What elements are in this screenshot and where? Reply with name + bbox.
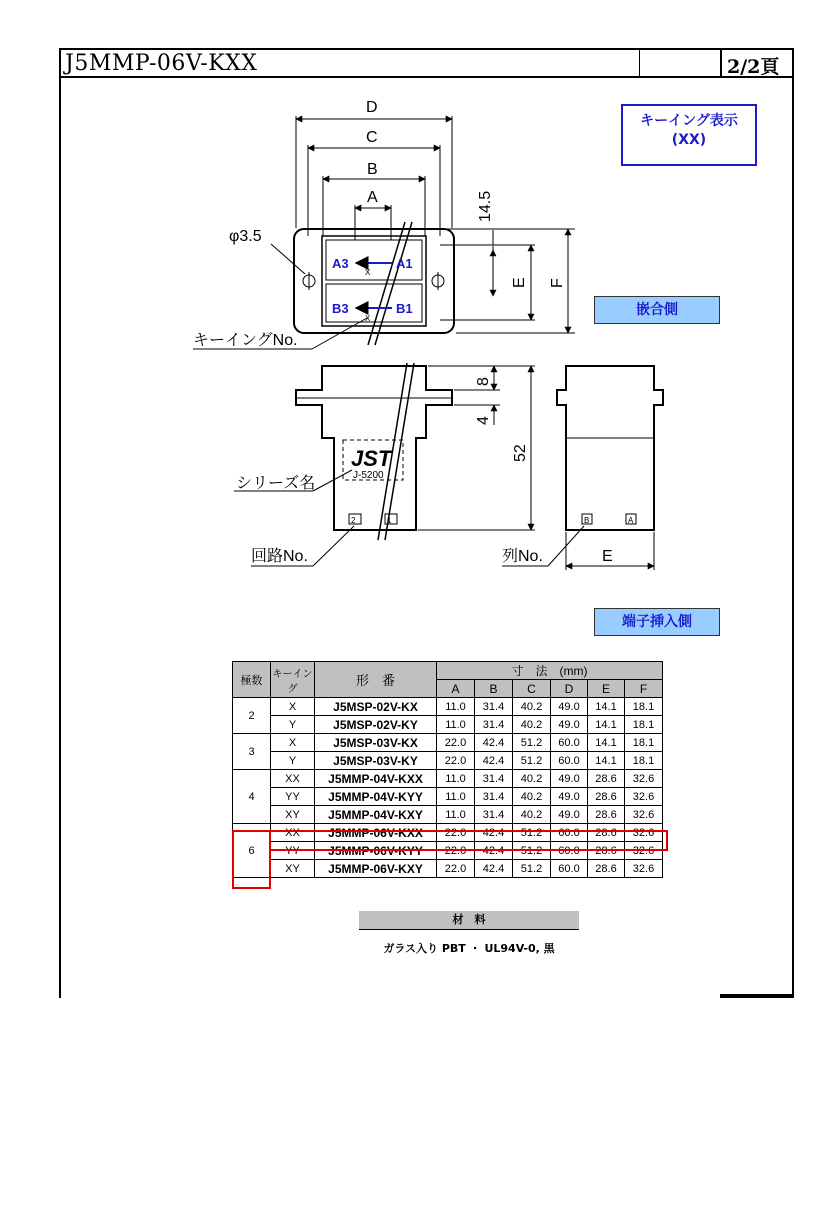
dim-e: E — [511, 277, 528, 288]
keying-cell: X — [271, 698, 315, 716]
dim-cell-e: 28.6 — [588, 860, 625, 878]
dim-cell-e: 14.1 — [588, 698, 625, 716]
dim-cell-d: 60.0 — [551, 734, 588, 752]
model-cell: J5MSP-02V-KY — [315, 716, 437, 734]
dim-cell-a: 11.0 — [437, 698, 475, 716]
table-row — [233, 860, 663, 878]
keying-display-title: キーイング表示 — [640, 113, 738, 129]
pin-a3: A3 — [332, 256, 349, 271]
header-col-c: C — [513, 680, 551, 698]
keying-cell: Y — [271, 752, 315, 770]
circuit-2: 2 — [351, 516, 356, 525]
keying-cell: XY — [271, 806, 315, 824]
table-row — [233, 770, 663, 788]
pin-b1: B1 — [396, 301, 413, 316]
dim-cell-a: 11.0 — [437, 788, 475, 806]
dim-cell-d: 60.0 — [551, 752, 588, 770]
dim-8: 8 — [475, 377, 492, 386]
hole-diameter-label: φ3.5 — [229, 228, 262, 245]
key-mark-a: X — [365, 268, 371, 277]
page-number: 2/2頁 — [727, 56, 780, 78]
dim-cell-a: 11.0 — [437, 806, 475, 824]
poles-cell: 3 — [233, 734, 271, 770]
dim-cell-c: 40.2 — [513, 788, 551, 806]
header-col-f: F — [625, 680, 663, 698]
dim-cell-e: 28.6 — [588, 806, 625, 824]
series-name-label: シリーズ名 — [236, 475, 316, 492]
header-col-d: D — [551, 680, 588, 698]
dim-cell-f: 18.1 — [625, 752, 663, 770]
dim-cell-a: 22.0 — [437, 842, 475, 860]
table-row — [233, 806, 663, 824]
dim-d: D — [366, 99, 378, 116]
row-b: B — [584, 516, 590, 525]
dim-cell-e: 28.6 — [588, 824, 625, 842]
dim-cell-f: 32.6 — [625, 806, 663, 824]
dim-cell-b: 31.4 — [475, 716, 513, 734]
dim-a: A — [367, 189, 378, 206]
header-dims: 寸 法 (mm) — [437, 662, 663, 680]
dim-cell-f: 32.6 — [625, 770, 663, 788]
dim-cell-e: 28.6 — [588, 770, 625, 788]
dim-cell-e: 28.6 — [588, 842, 625, 860]
model-cell: J5MMP-04V-KYY — [315, 788, 437, 806]
keying-cell: YY — [271, 788, 315, 806]
dim-cell-c: 40.2 — [513, 770, 551, 788]
dim-4: 4 — [475, 416, 492, 425]
dim-cell-a: 22.0 — [437, 860, 475, 878]
model-cell: J5MMP-06V-KYY — [315, 842, 437, 860]
dim-cell-c: 51.2 — [513, 842, 551, 860]
dim-cell-a: 11.0 — [437, 770, 475, 788]
table-row — [233, 698, 663, 716]
dim-cell-b: 42.4 — [475, 752, 513, 770]
dim-cell-d: 49.0 — [551, 788, 588, 806]
model-cell: J5MMP-06V-KXX — [315, 824, 437, 842]
dim-cell-c: 51.2 — [513, 752, 551, 770]
pin-b3: B3 — [332, 301, 349, 316]
dim-cell-f: 32.6 — [625, 788, 663, 806]
header-col-a: A — [437, 680, 475, 698]
dim-cell-b: 31.4 — [475, 698, 513, 716]
poles-cell: 4 — [233, 770, 271, 824]
dim-cell-d: 60.0 — [551, 860, 588, 878]
dim-cell-b: 42.4 — [475, 734, 513, 752]
model-cell: J5MMP-04V-KXX — [315, 770, 437, 788]
header-poles: 極数 — [233, 662, 271, 698]
dim-cell-e: 28.6 — [588, 788, 625, 806]
row-no-label: 列No. — [502, 548, 543, 565]
dim-cell-b: 42.4 — [475, 860, 513, 878]
keying-cell: X — [271, 734, 315, 752]
dim-cell-e: 14.1 — [588, 716, 625, 734]
dim-cell-b: 31.4 — [475, 770, 513, 788]
header-keying: キーイング — [271, 662, 315, 698]
dim-cell-b: 42.4 — [475, 842, 513, 860]
poles-cell: 6 — [233, 824, 271, 878]
dim-cell-a: 22.0 — [437, 752, 475, 770]
dim-cell-d: 49.0 — [551, 806, 588, 824]
selected-poles-highlight — [232, 830, 271, 889]
dim-cell-f: 18.1 — [625, 734, 663, 752]
material-text: ガラス入り PBT ・ UL94V-0, 黒 — [383, 942, 555, 955]
keying-display-code: (XX) — [671, 132, 707, 148]
model-cell: J5MSP-03V-KY — [315, 752, 437, 770]
table-row — [233, 716, 663, 734]
dim-e-end: E — [602, 548, 613, 565]
dim-cell-f: 18.1 — [625, 698, 663, 716]
dim-cell-c: 40.2 — [513, 806, 551, 824]
model-cell: J5MMP-06V-KXY — [315, 860, 437, 878]
circuit-1: 1 — [387, 516, 392, 525]
material-heading: 材 料 — [359, 911, 579, 930]
circuit-no-label: 回路No. — [251, 548, 308, 565]
dim-cell-c: 51.2 — [513, 824, 551, 842]
top-view-body — [294, 229, 454, 333]
table-row — [233, 752, 663, 770]
dim-cell-f: 32.6 — [625, 842, 663, 860]
dim-cell-b: 31.4 — [475, 806, 513, 824]
insert-side-tag: 端子挿入側 — [594, 608, 720, 636]
dim-b: B — [367, 161, 378, 178]
dim-cell-d: 49.0 — [551, 716, 588, 734]
dim-f: F — [549, 278, 566, 288]
keying-cell: YY — [271, 842, 315, 860]
dim-cell-c: 51.2 — [513, 860, 551, 878]
dim-cell-e: 14.1 — [588, 752, 625, 770]
header-col-e: E — [588, 680, 625, 698]
dim-14-5: 14.5 — [477, 190, 494, 222]
header-model: 形 番 — [315, 662, 437, 698]
model-cell: J5MMP-04V-KXY — [315, 806, 437, 824]
header-col-b: B — [475, 680, 513, 698]
poles-cell: 2 — [233, 698, 271, 734]
dim-cell-f: 32.6 — [625, 860, 663, 878]
dim-cell-f: 18.1 — [625, 716, 663, 734]
end-view-body — [557, 366, 663, 530]
keying-display-box — [621, 104, 757, 166]
dim-cell-b: 42.4 — [475, 824, 513, 842]
model-cell: J5MSP-03V-KX — [315, 734, 437, 752]
dim-cell-b: 31.4 — [475, 788, 513, 806]
keying-cell: XX — [271, 770, 315, 788]
dim-cell-c: 51.2 — [513, 734, 551, 752]
pin-a1: A1 — [396, 256, 413, 271]
dim-cell-e: 14.1 — [588, 734, 625, 752]
model-cell: J5MSP-02V-KX — [315, 698, 437, 716]
keying-no-label: キーイングNo. — [193, 332, 298, 349]
key-mark-b: X — [365, 314, 371, 323]
dim-cell-d: 49.0 — [551, 698, 588, 716]
jst-logo: JST — [351, 446, 392, 471]
part-number-title: J5MMP-06V-KXX — [65, 51, 258, 76]
dim-cell-f: 32.6 — [625, 824, 663, 842]
dim-cell-a: 11.0 — [437, 716, 475, 734]
mating-side-tag: 嵌合側 — [594, 296, 720, 324]
keying-cell: Y — [271, 716, 315, 734]
dim-cell-a: 22.0 — [437, 734, 475, 752]
row-a: A — [628, 516, 634, 525]
dim-52: 52 — [512, 444, 529, 462]
dim-cell-c: 40.2 — [513, 698, 551, 716]
dim-cell-d: 60.0 — [551, 824, 588, 842]
dim-cell-d: 60.0 — [551, 842, 588, 860]
dim-cell-c: 40.2 — [513, 716, 551, 734]
selected-row-highlight — [269, 830, 668, 851]
table-row — [233, 788, 663, 806]
keying-cell: XX — [271, 824, 315, 842]
table-row — [233, 734, 663, 752]
series-code: J-5200 — [353, 470, 384, 481]
dim-cell-a: 22.0 — [437, 824, 475, 842]
keying-cell: XY — [271, 860, 315, 878]
dim-cell-d: 49.0 — [551, 770, 588, 788]
dim-c: C — [366, 129, 378, 146]
